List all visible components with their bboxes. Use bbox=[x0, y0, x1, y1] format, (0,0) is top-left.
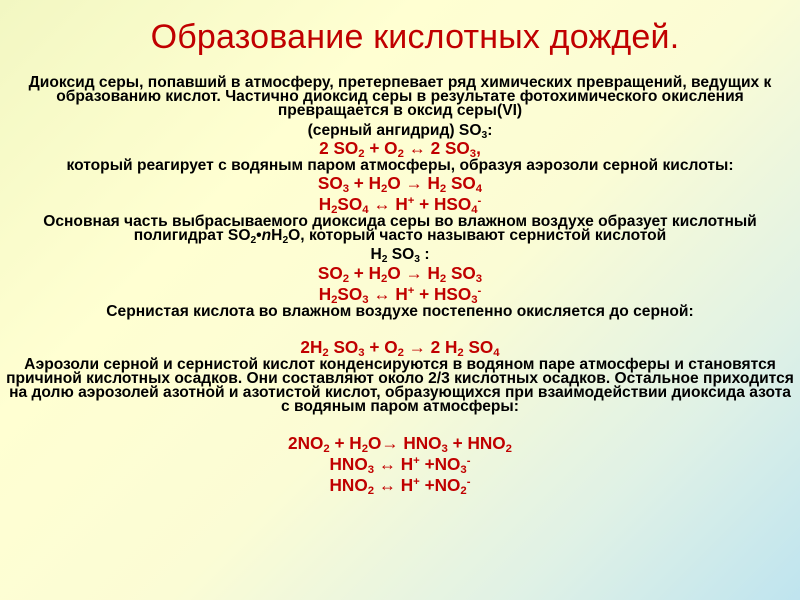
equation-so3-hydration: $SO_3 + H_2O \to H_2$ $SO_4$ bbox=[317, 173, 483, 196]
equation-hno2-dissociation: $HNO_2$ ↔ $H^+ +NO_2^-$ bbox=[329, 474, 471, 497]
equation-hno3-dissociation: $HNO_3$ ↔ $H^+ +NO_3^-$ bbox=[329, 453, 471, 476]
slide-content bbox=[6, 76, 794, 496]
paragraph-oxidation: Сернистая кислота во влажном воздухе постепенно окисляется до серной: bbox=[106, 302, 694, 320]
paragraph-polyhydrate: Основная часть выбрасываемого диоксида серы во влажном воздухе образует кислотный полигидрат $SO_2•nH_2O$, который часто называют сернистой кислотой bbox=[43, 213, 757, 247]
equation-h2so4-dissociation: $H_2SO_4$ ↔ $H^+ + HSO_4^-$ bbox=[318, 194, 482, 217]
equation-so2-oxidation: 2 $SO_2 + O_2$ ↔ 2 $SO_3$, bbox=[319, 137, 481, 160]
paragraph-sulfurous-acid: $H_2$ $SO_3$ : bbox=[370, 246, 430, 266]
equation-so2-hydration: $SO_2 + H_2O \to H_2$ $SO_3$ bbox=[317, 262, 483, 285]
slide-title: Образование кислотных дождей. bbox=[150, 18, 680, 56]
equation-h2so3-oxidation: $2H_2$ $SO_3 + O_2 \to 2$ $H_2$ $SO_4$ bbox=[300, 336, 500, 359]
paragraph-aerosol: который реагирует с водяным паром атмосферы, образуя аэрозоли серной кислоты: bbox=[66, 156, 734, 174]
paragraph-acid-precipitation: Аэрозоли серной и сернистой кислот конденсируются в водяном паре атмосферы и становятся причиной кислотных осадков. Они составляют около 2/3 кислотных осадков. Остальное приходится на долю аэрозолей азотной и азотистой кислот, образующихся при взаимодействии диоксида азота с водяным паром атмосферы: bbox=[6, 355, 794, 416]
equation-no2-hydration: $2NO_2 + H_2O\to HNO_3 + HNO_2$ bbox=[288, 432, 512, 455]
paragraph-sulfuric-anhydride: (серный ангидрид) $SO_3$: bbox=[307, 121, 493, 141]
equation-h2so3-dissociation: $H_2SO_3$ ↔ $H^+ + HSO_3^-$ bbox=[318, 283, 482, 306]
paragraph-intro: Диоксид серы, попавший в атмосферу, претерпевает ряд химических превращений, ведущих к образованию кислот. Частично диоксид серы в результате фотохимического окисления превращается в оксид серы(VI) bbox=[28, 74, 772, 120]
